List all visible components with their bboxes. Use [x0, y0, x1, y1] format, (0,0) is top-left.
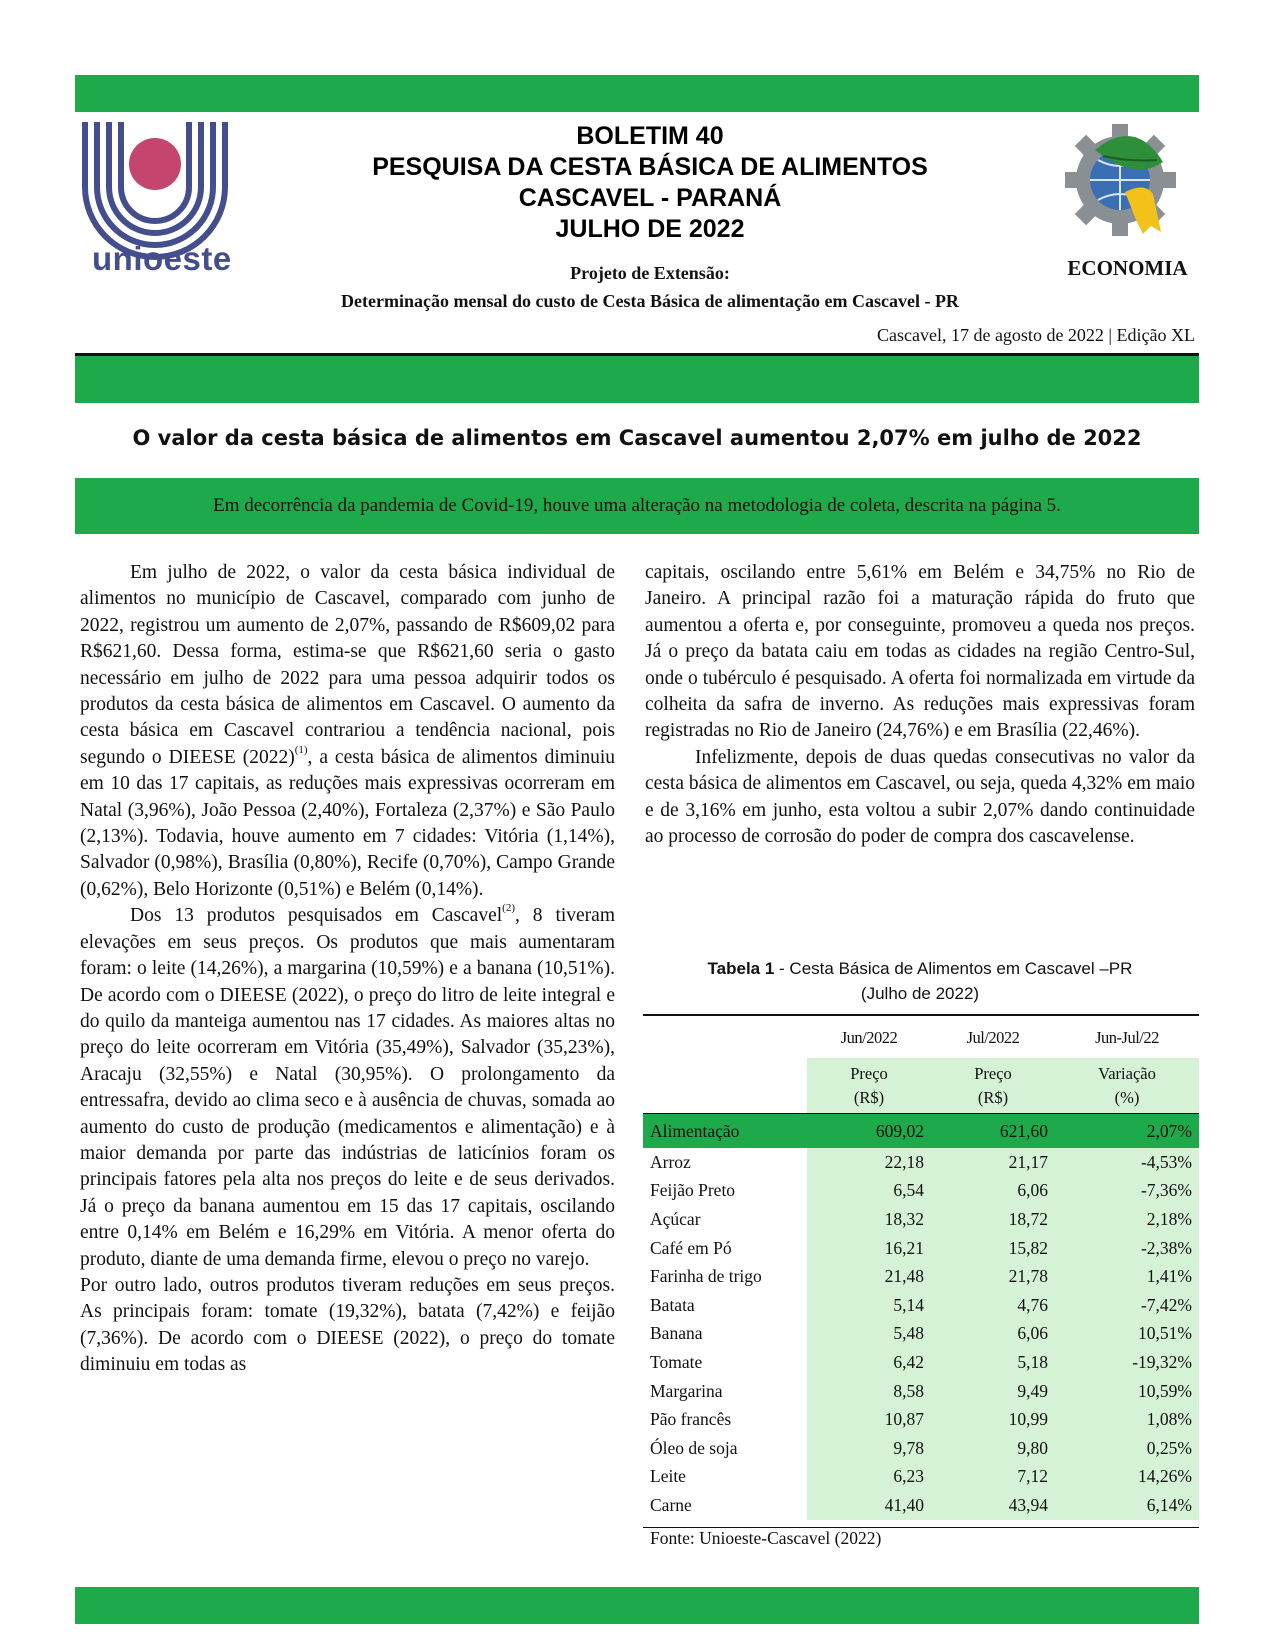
paragraph-2: Dos 13 produtos pesquisados em Cascavel$^{(2)}$, 8 tiveram elevações em seus preços. Os produtos que mais aumentaram foram: o leite (14,26%), a margarina (10,59%) e a banana (10,51%). De acordo com o DIEESE (2022), o preço do litro de leite integral e do quilo da manteiga aumentou nas 17 cidades. As maiores altas no preço do leite ocorreram em Vitória (35,49%), Salvador (35,23%), Aracaju (32,55%) e Natal (30,95%). O prolongamento da entressafra, devido ao clima seco e à ausência de chuvas, somada ao aumento do custo de produção (medicamentos e alimentação) e à maior demanda por parte das indústrias de laticínios foram os principais fatores pela alta nos preços do leite e de seus derivados. Já o preço da banana aumentou em 15 das 17 capitais, oscilando entre 0,14% em Belém e 16,29% em Vitória. A menor oferta do produto, diante de uma demanda firme, elevou o preço no varejo. [80, 902, 615, 1270]
cell-jul: 5,18 [931, 1348, 1055, 1377]
table-source: Fonte: Unioeste-Cascavel (2022) [650, 1528, 882, 1548]
table-row [643, 1177, 1199, 1206]
bulletin-location: CASCAVEL - PARANÁ [518, 184, 782, 212]
cell-var: -4,53% [1055, 1148, 1199, 1177]
cell-name: Leite [650, 1466, 686, 1487]
right-column [645, 560, 1195, 850]
cell-jun: 18,32 [807, 1205, 931, 1234]
cell-jul: 10,99 [931, 1405, 1055, 1434]
cell-jul: 18,72 [931, 1205, 1055, 1234]
cell-var: 0,25% [1055, 1434, 1199, 1463]
cell-var: 1,41% [1055, 1262, 1199, 1291]
cell-jun: 5,14 [807, 1291, 931, 1320]
cell-jun: 8,58 [807, 1377, 931, 1406]
subheader-variation: Variação (%) [1055, 1058, 1199, 1114]
table-row [643, 1320, 1199, 1349]
total-jun: 609,02 [807, 1114, 931, 1149]
total-var: 2,07% [1055, 1114, 1199, 1149]
table-top-rule [643, 1014, 1199, 1016]
cell-jun: 21,48 [807, 1262, 931, 1291]
cell-jun: 22,18 [807, 1148, 931, 1177]
cell-jul: 21,17 [931, 1148, 1055, 1177]
table-row [643, 1491, 1199, 1520]
cell-var: 2,18% [1055, 1205, 1199, 1234]
cell-name: Arroz [650, 1151, 691, 1172]
cell-jul: 6,06 [931, 1177, 1055, 1206]
cell-var: 10,59% [1055, 1377, 1199, 1406]
cell-jul: 7,12 [931, 1463, 1055, 1492]
table-row [643, 1348, 1199, 1377]
table-row [643, 1262, 1199, 1291]
cell-var: -2,38% [1055, 1234, 1199, 1263]
cell-name: Batata [650, 1294, 695, 1315]
footnote-marker: (1) [294, 743, 308, 756]
cell-jul: 43,94 [931, 1491, 1055, 1520]
cell-name: Óleo de soja [650, 1437, 738, 1458]
table-body [643, 1148, 1199, 1520]
bottom-green-bar [75, 1587, 1199, 1624]
table-row [643, 1405, 1199, 1434]
paragraph-5: Infelizmente, depois de duas quedas consecutivas no valor da cesta básica de alimentos em Cascavel, ou seja, queda 4,32% em maio e de 3,16% em junho, esta voltou a subir 2,07% dando continuidade ao processo de corrosão do poder de compra dos cascavelense. [645, 746, 1195, 848]
cell-name: Margarina [650, 1380, 723, 1401]
cell-name: Feijão Preto [650, 1180, 736, 1201]
cell-var: -7,36% [1055, 1177, 1199, 1206]
bulletin-title: PESQUISA DA CESTA BÁSICA DE ALIMENTOS [372, 153, 928, 181]
total-label: Alimentação [643, 1114, 807, 1149]
table-title: Tabela 1 - Cesta Básica de Alimentos em Cascavel –PR (Julho de 2022) [707, 959, 1133, 1003]
cell-jun: 5,48 [807, 1320, 931, 1349]
cell-name: Farinha de trigo [650, 1266, 762, 1287]
subheader-price-jul: Preço (R$) [931, 1058, 1055, 1114]
cell-name: Pão francês [650, 1409, 732, 1430]
table-row [643, 1463, 1199, 1492]
cell-jun: 6,42 [807, 1348, 931, 1377]
cell-jul: 6,06 [931, 1320, 1055, 1349]
table-row [643, 1377, 1199, 1406]
left-column [80, 560, 615, 1379]
methodology-notice: Em decorrência da pandemia de Covid-19, houve uma alteração na metodologia de coleta, descrita na página 5. [75, 478, 1199, 534]
logo-text: unioeste [92, 240, 232, 277]
table-row [643, 1291, 1199, 1320]
paragraph-3: Por outro lado, outros produtos tiveram reduções em seus preços. As principais foram: tomate (19,32%), batata (7,42%) e feijão (7,36%). De acordo com o DIEESE (2022), o preço do tomate diminuiu em todas as [80, 1274, 615, 1376]
edition-info: Cascavel, 17 de agosto de 2022 | Edição XL [876, 325, 1195, 345]
header-bottom-bar [75, 353, 1199, 403]
cell-name: Café em Pó [650, 1237, 732, 1258]
cell-var: -19,32% [1055, 1348, 1199, 1377]
table-row [643, 1148, 1199, 1177]
footnote-marker: (2) [502, 902, 515, 915]
cell-jun: 6,54 [807, 1177, 931, 1206]
project-description: Determinação mensal do custo de Cesta Básica de alimentação em Cascavel - PR [341, 291, 959, 311]
bulletin-number: BOLETIM 40 [576, 122, 724, 150]
cell-name: Carne [650, 1494, 692, 1515]
table-row [643, 1434, 1199, 1463]
economia-label: ECONOMIA [1067, 256, 1188, 280]
col-header-jul: Jul/2022 [966, 1028, 1020, 1047]
cell-jul: 21,78 [931, 1262, 1055, 1291]
bulletin-date: JULHO DE 2022 [555, 215, 745, 243]
cell-var: 1,08% [1055, 1405, 1199, 1434]
table-total-row [643, 1114, 1199, 1149]
table-header-row [643, 1018, 1199, 1058]
cell-jun: 9,78 [807, 1434, 931, 1463]
project-label: Projeto de Extensão: [570, 263, 730, 283]
price-table [643, 1018, 1199, 1520]
col-header-var: Jun-Jul/22 [1095, 1028, 1159, 1047]
cell-jun: 41,40 [807, 1491, 931, 1520]
cell-var: 6,14% [1055, 1491, 1199, 1520]
cell-var: 10,51% [1055, 1320, 1199, 1349]
col-header-jun: Jun/2022 [840, 1028, 898, 1047]
top-green-bar [75, 75, 1199, 112]
cell-var: 14,26% [1055, 1463, 1199, 1492]
cell-name: Açúcar [650, 1208, 701, 1229]
cell-jun: 16,21 [807, 1234, 931, 1263]
cell-jul: 4,76 [931, 1291, 1055, 1320]
cell-jun: 6,23 [807, 1463, 931, 1492]
headline: O valor da cesta básica de alimentos em Cascavel aumentou 2,07% em julho de 2022 [132, 426, 1142, 450]
cell-jun: 10,87 [807, 1405, 931, 1434]
cell-jul: 9,49 [931, 1377, 1055, 1406]
cell-var: -7,42% [1055, 1291, 1199, 1320]
paragraph-4: capitais, oscilando entre 5,61% em Belém e 34,75% no Rio de Janeiro. A principal razão foi a maturação rápida do fruto que aumentou a oferta e, por conseguinte, promoveu a queda nos preços. Já o preço da batata caiu em todas as cidades na região Centro-Sul, onde o tubérculo é pesquisado. A oferta foi normalizada em virtude da colheita da safra de inverno. As reduções mais expressivas foram registradas no Rio de Janeiro (24,76%) e em Brasília (22,46%). [645, 562, 1195, 742]
cell-jul: 9,80 [931, 1434, 1055, 1463]
total-jul: 621,60 [931, 1114, 1055, 1149]
paragraph-1: Em julho de 2022, o valor da cesta básica individual de alimentos no município de Cascavel, comparado com junho de 2022, registrou um aumento de 2,07%, passando de R$609,02 para R$621,60. Dessa forma, estima-se que R$621,60 seria o gasto necessário em julho de 2022 para uma pessoa adquirir todos os produtos da cesta básica de alimentos em Cascavel. O aumento da cesta básica em Cascavel contrariou a tendência nacional, pois segundo o DIEESE $(2022)^{(1)}$, a cesta básica de alimentos diminuiu em 10 das 17 capitais, as reduções mais expressivas ocorreram em Natal (3,96%), João Pessoa (2,40%), Fortaleza (2,37%) e São Paulo (2,13%). Todavia, houve aumento em 7 cidades: Vitória (1,14%), Salvador (0,98%), Brasília (0,80%), Recife (0,70%), Campo Grande (0,62%), Belo Horizonte (0,51%) e Belém (0,14%). [80, 562, 616, 900]
subheader-price-jun: Preço (R$) [807, 1058, 931, 1114]
cell-jul: 15,82 [931, 1234, 1055, 1263]
table-row [643, 1205, 1199, 1234]
economia-gear-emblem-icon [1065, 122, 1180, 242]
cell-name: Banana [650, 1323, 703, 1344]
table-row [643, 1234, 1199, 1263]
table-subheader-row [643, 1058, 1199, 1114]
cell-name: Tomate [650, 1351, 703, 1372]
